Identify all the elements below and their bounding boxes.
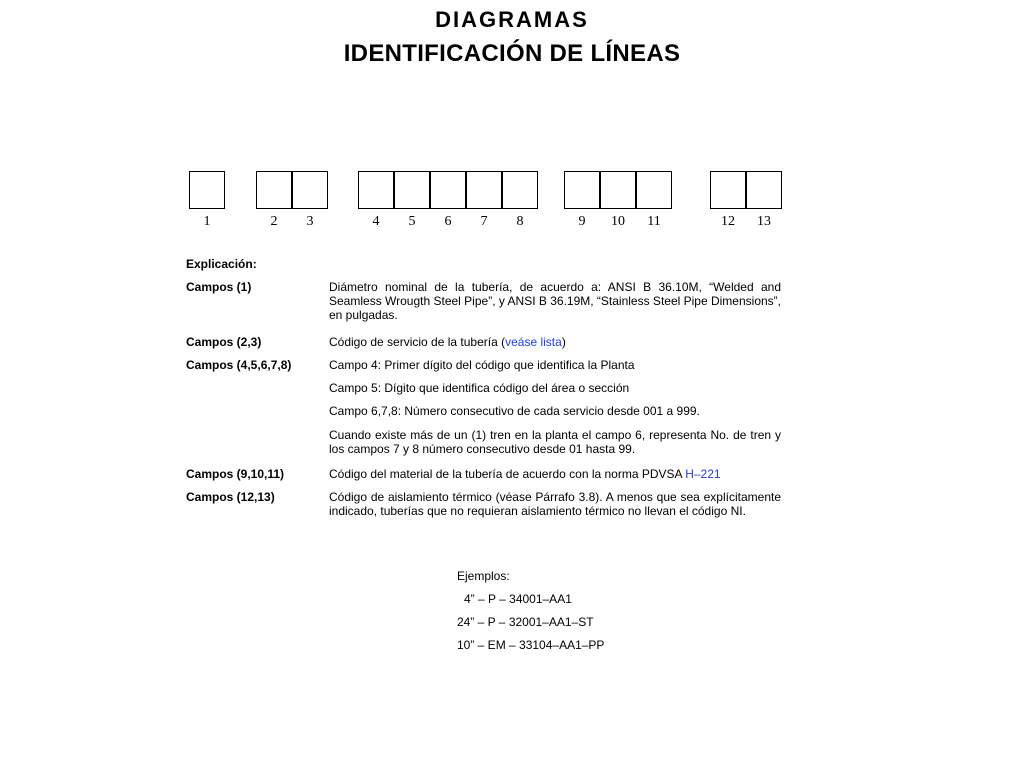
field-box-3 bbox=[292, 171, 328, 209]
tren-note: Cuando existe más de un (1) tren en la planta el campo 6, representa No. de tren y los campos 7 y 8 número consecutivo desde 01 hasta 99. bbox=[329, 428, 781, 456]
campos-9-11-text: Código del material de la tubería de acuerdo con la norma PDVSA bbox=[329, 467, 686, 481]
field-box-4 bbox=[358, 171, 394, 209]
field-number-7: 7 bbox=[480, 214, 488, 229]
campo-6-7-8-line: Campo 6,7,8: Número consecutivo de cada servicio desde 001 a 999. bbox=[329, 404, 700, 418]
campo-5-line: Campo 5: Dígito que identifica código del área o sección bbox=[329, 381, 630, 395]
examples-heading: Ejemplos: bbox=[457, 569, 510, 583]
campos-9-11-label: Campos (9,10,11) bbox=[186, 467, 285, 481]
field-box-2 bbox=[256, 171, 292, 209]
page-title: IDENTIFICACIÓN DE LÍNEAS bbox=[343, 40, 681, 67]
field-box-8 bbox=[502, 171, 538, 209]
campos-12-13-description: Código de aislamiento térmico (véase Párrafo 3.8). A menos que sea explícitamente indicado, tuberías que no requieran aislamiento térmico no llevan el código NI. bbox=[329, 490, 781, 518]
field-box-11 bbox=[636, 171, 672, 209]
campos-9-11-description bbox=[329, 467, 781, 481]
field-number-11: 11 bbox=[647, 214, 661, 229]
field-box-1 bbox=[189, 171, 225, 209]
field-number-10: 10 bbox=[611, 214, 625, 229]
campo-4-line: Campo 4: Primer dígito del código que identifica la Planta bbox=[329, 358, 635, 372]
field-number-4: 4 bbox=[372, 214, 380, 229]
field-number-12: 12 bbox=[721, 214, 735, 229]
campos-2-3-description bbox=[329, 335, 781, 349]
campos-4-8-label: Campos (4,5,6,7,8) bbox=[186, 358, 292, 372]
service-list-link[interactable]: veáse lista bbox=[505, 335, 562, 349]
example-item: 24” – P – 32001–AA1–ST bbox=[457, 615, 594, 629]
campos-2-3-text-end: ) bbox=[561, 335, 566, 349]
cut-off-heading: DIAGRAMAS bbox=[435, 7, 589, 32]
field-number-6: 6 bbox=[444, 214, 452, 229]
field-number-13: 13 bbox=[757, 214, 771, 229]
campos-1-label: Campos (1) bbox=[186, 280, 252, 294]
campos-12-13-label: Campos (12,13) bbox=[186, 490, 275, 504]
field-number-8: 8 bbox=[516, 214, 524, 229]
explanation-heading: Explicación: bbox=[186, 257, 257, 271]
field-box-12 bbox=[710, 171, 746, 209]
field-number-3: 3 bbox=[306, 214, 314, 229]
field-box-10 bbox=[600, 171, 636, 209]
campos-2-3-label: Campos (2,3) bbox=[186, 335, 262, 349]
field-number-1: 1 bbox=[203, 214, 211, 229]
field-box-13 bbox=[746, 171, 782, 209]
field-box-9 bbox=[564, 171, 600, 209]
campos-1-description: Diámetro nominal de la tubería, de acuerdo a: ANSI B 36.10M, “Welded and Seamless Wrougth Steel Pipe”, y ANSI B 36.19M, “Stainless Steel Pipe Dimensions”, en pulgadas. bbox=[329, 280, 781, 322]
field-number-5: 5 bbox=[408, 214, 416, 229]
campos-2-3-text: Código de servicio de la tubería ( bbox=[329, 335, 506, 349]
field-number-2: 2 bbox=[270, 214, 278, 229]
field-box-6 bbox=[430, 171, 466, 209]
example-item: 10” – EM – 33104–AA1–PP bbox=[457, 638, 605, 652]
field-number-9: 9 bbox=[578, 214, 586, 229]
norma-h221-link[interactable]: H–221 bbox=[685, 467, 721, 481]
field-box-5 bbox=[394, 171, 430, 209]
field-box-7 bbox=[466, 171, 502, 209]
example-item: 4” – P – 34001–AA1 bbox=[464, 592, 572, 606]
